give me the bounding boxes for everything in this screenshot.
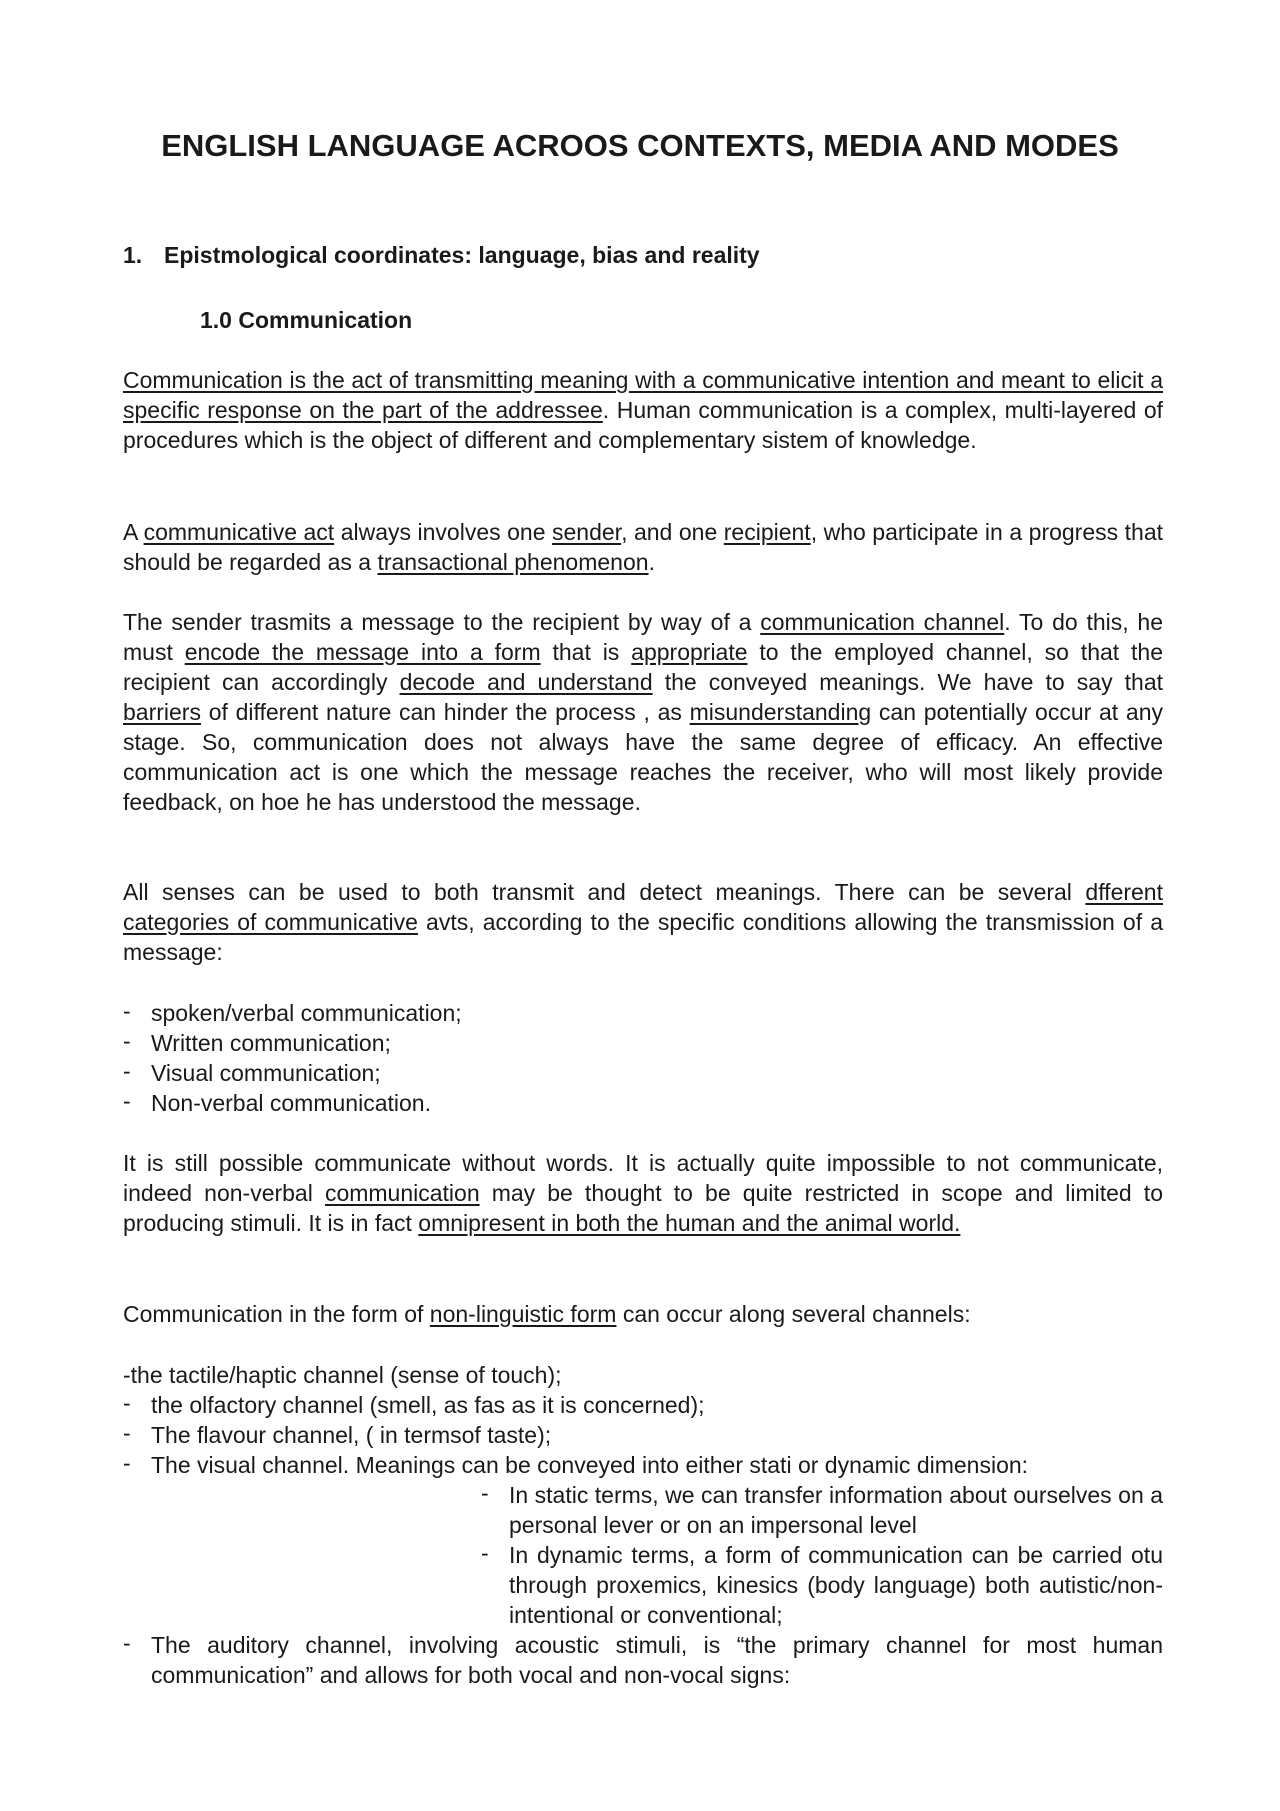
list-item: - the olfactory channel (smell, as fas as it is concerned); <box>123 1390 1163 1420</box>
paragraph-communicative-act <box>123 517 1163 577</box>
list-item: - spoken/verbal communication; <box>123 998 1163 1028</box>
list-item: -the tactile/haptic channel (sense of touch); <box>123 1362 562 1388</box>
document-title: ENGLISH LANGUAGE ACROOS CONTEXTS, MEDIA AND MODES <box>161 128 1119 163</box>
underlined-text: non-linguistic form <box>429 1301 617 1327</box>
underlined-text: omnipresent in both the human and the animal world. <box>418 1210 961 1236</box>
paragraph-text: It is still possible communicate without words. It is actually quite impossible to not communicate, indeed non-verbal <box>123 1150 1163 1206</box>
paragraph-sender <box>123 607 1163 817</box>
paragraph-text: the conveyed meanings. We have to say that <box>652 669 1164 695</box>
paragraph-non-verbal <box>123 1148 1163 1238</box>
list-item: - The flavour channel, ( in termsof taste); <box>123 1420 1163 1450</box>
visual-sublist <box>151 1480 1163 1630</box>
underlined-text: Communication is the act of transmitting meaning with a communicative intention and meant to elicit a specific response on the part of the addressee <box>123 367 1163 423</box>
paragraph-text: A <box>123 519 144 545</box>
paragraph-text: to the employed channel, so that the recipient can accordingly <box>123 639 1163 695</box>
section-number: 1. <box>123 242 143 268</box>
paragraph-text: can potentially occur at any stage. So, communication does not always have the same degree of efficacy. An effective communication act is one which the message reaches the receiver, who will most likely provide feedback, on hoe he has understood the message. <box>123 699 1163 815</box>
paragraph-text: can occur along several channels: <box>616 1301 971 1327</box>
list-item-text: The visual channel. Meanings can be conveyed into either stati or dynamic dimension: <box>151 1452 1029 1478</box>
paragraph-senses <box>123 877 1163 967</box>
paragraph-text: always involves one <box>334 519 553 545</box>
underlined-text: transactional phenomenon <box>377 549 649 575</box>
paragraph-definition <box>123 365 1163 455</box>
paragraph-text: Communication in the form of <box>123 1301 430 1327</box>
underlined-text: communication channel <box>760 609 1005 635</box>
list-item: - Written communication; <box>123 1028 1163 1058</box>
list-item: - Visual communication; <box>123 1058 1163 1088</box>
paragraph-text: , and one <box>621 519 724 545</box>
list-item: - The auditory channel, involving acoustic stimuli, is “the primary channel for most human communication” and allows for both vocal and non-vocal signs: <box>123 1630 1163 1690</box>
list-item <box>123 1450 1163 1630</box>
paragraph-text: that is <box>540 639 632 665</box>
section-heading <box>123 240 760 270</box>
underlined-text: decode and understand <box>399 669 653 695</box>
underlined-text: dfferent categories of communicative <box>123 879 1163 935</box>
paragraph-text: All senses can be used to both transmit and detect meanings. There can be several <box>123 879 1086 905</box>
paragraph-text: . <box>648 549 655 575</box>
paragraph-text: of different nature can hinder the process , as <box>200 699 690 725</box>
underlined-text: recipient <box>723 519 811 545</box>
underlined-text: appropriate <box>631 639 748 665</box>
list-item: - Non-verbal communication. <box>123 1088 1163 1118</box>
paragraph-text: may be thought to be quite restricted in scope and limited to producing stimuli. It is in fact <box>123 1180 1163 1236</box>
underlined-text: barriers <box>123 699 201 725</box>
paragraph-text: , who participate in a progress that should be regarded as a <box>123 519 1164 575</box>
underlined-text: sender <box>552 519 622 545</box>
paragraph-text: . To do this, he must <box>123 609 1163 665</box>
paragraph-text: The sender trasmits a message to the recipient by way of a <box>123 609 761 635</box>
section-heading-text: Epistmological coordinates: language, bias and reality <box>164 242 760 268</box>
paragraph-text: avts, according to the specific conditions allowing the transmission of a message: <box>123 909 1164 965</box>
underlined-text: communicative act <box>143 519 335 545</box>
channels-list <box>123 1360 1163 1690</box>
paragraph-channels-intro <box>123 1299 1163 1329</box>
subsection-heading: 1.0 Communication <box>200 307 413 333</box>
sub-list-item: - In dynamic terms, a form of communication can be carried otu through proxemics, kinesics (body language) both autistic/non-intentional or conventional; <box>481 1540 1163 1630</box>
communication-types-list <box>123 998 1163 1118</box>
underlined-text: misunderstanding <box>689 699 872 725</box>
sub-list-item: - In static terms, we can transfer information about ourselves on a personal lever or on an impersonal level <box>481 1480 1163 1540</box>
underlined-text: communication <box>324 1180 480 1206</box>
underlined-text: encode the message into a form <box>184 639 541 665</box>
paragraph-text: . Human communication is a complex, multi-layered of procedures which is the object of different and complementary sistem of knowledge. <box>123 397 1164 453</box>
